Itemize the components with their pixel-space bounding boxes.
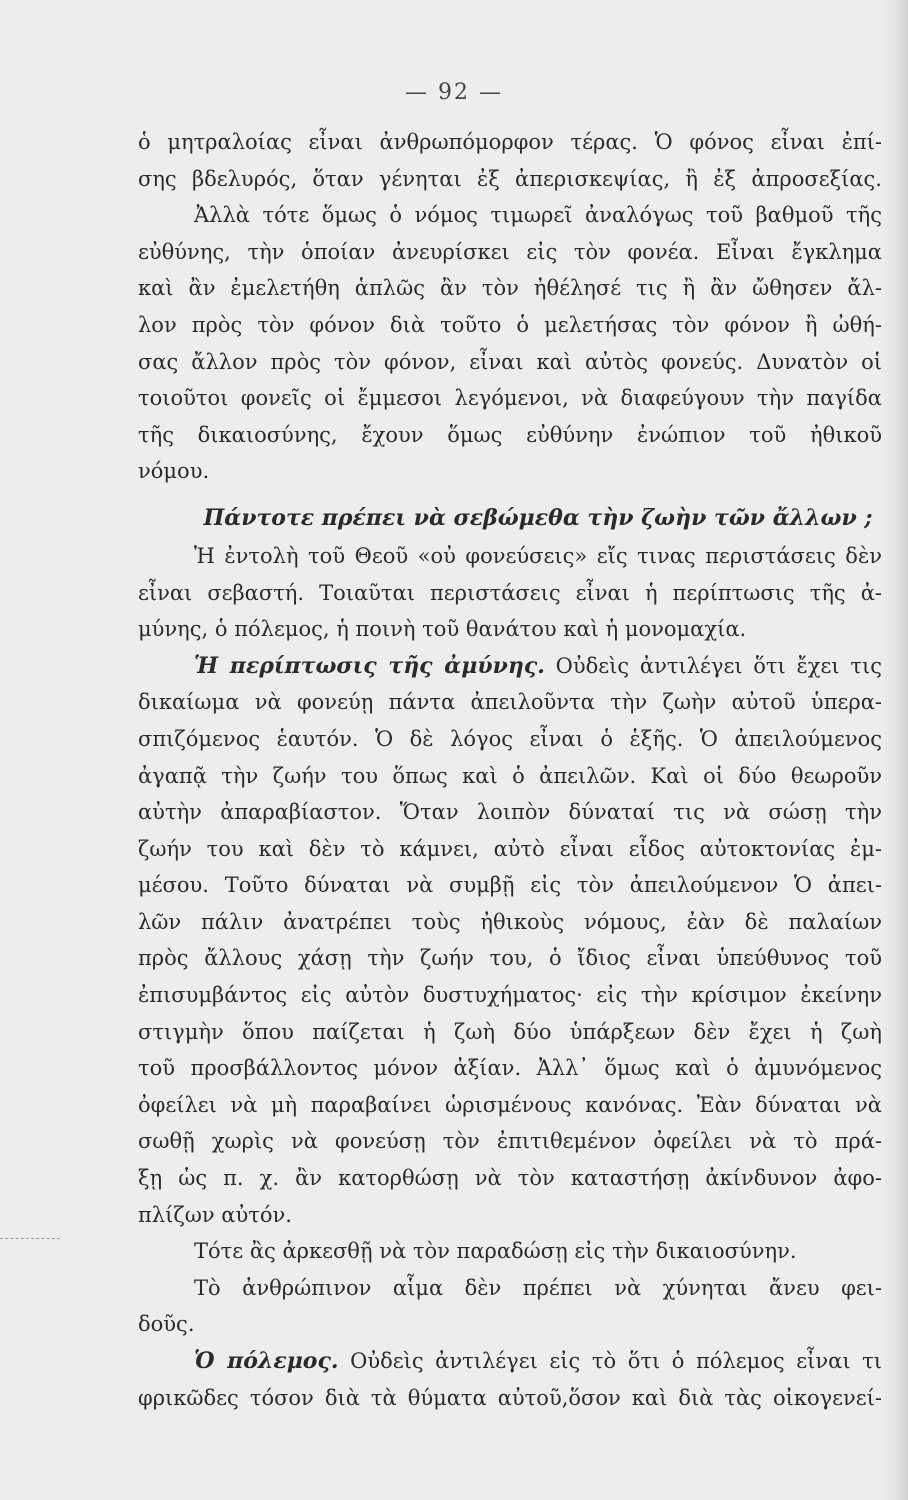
text-line: στιγμὴν ὅπου παίζεται ἡ ζωὴ δύο ὑπάρξεων δὲν ἔχει ἡ ζωὴ bbox=[138, 1019, 882, 1044]
page-number: — 92 — bbox=[405, 80, 503, 105]
section-heading: Πάντοτε πρέπει νὰ σεβώμεθα τὴν ζωὴν τῶν ἄλλων ; bbox=[203, 504, 873, 531]
text-line: σπιζόμενος ἑαυτόν. Ὁ δὲ λόγος εἶναι ὁ ἑξῆς. Ὁ ἀπειλούμενος bbox=[138, 726, 882, 751]
text-line: πλίζων αὐτόν. bbox=[138, 1202, 292, 1227]
text-line: τοιοῦτοι φονεῖς οἱ ἔμμεσοι λεγόμενοι, νὰ διαφεύγουν τὴν παγίδα bbox=[138, 386, 882, 411]
text-line: ὁ μητραλοίας εἶναι ἀνθρωπόμορφον τέρας. Ὁ φόνος εἶναι ἐπί- bbox=[138, 130, 882, 154]
text-line: λῶν πάλιν ἀνατρέπει τοὺς ἠθικοὺς νόμους, ἐὰν δὲ παλαίων bbox=[138, 909, 882, 934]
page-edge-shadow bbox=[882, 0, 908, 1500]
text-line: δικαίωμα νὰ φονεύῃ πάντα ἀπειλοῦντα τὴν ζωὴν αὐτοῦ ὑπερα- bbox=[138, 690, 882, 715]
text-line: σας ἄλλον πρὸς τὸν φόνον, εἶναι καὶ αὐτὸς φονεύς. Δυνατὸν οἱ bbox=[138, 349, 882, 374]
paragraph-start bbox=[138, 1343, 882, 1380]
text-line: ξῃ ὡς π. χ. ἂν κατορθώσῃ νὰ τὸν καταστήσῃ ἀκίνδυνον ἀφο- bbox=[138, 1166, 882, 1191]
text-line: νόμου. bbox=[138, 459, 210, 484]
text-line: σης βδελυρός, ὅταν γένηται ἐξ ἀπερισκεψίας, ἢ ἐξ ἀπροσεξίας. bbox=[138, 166, 882, 191]
text-line: τοῦ προσβάλλοντος μόνον ἀξίαν. Ἀλλ᾽ ὅμως καὶ ὁ ἀμυνόμενος bbox=[138, 1056, 882, 1081]
text-line: Τὸ ἀνθρώπινον αἷμα δὲν πρέπει νὰ χύνηται ἄνευ φει- bbox=[194, 1275, 882, 1300]
text-line: ἀγαπᾷ τὴν ζωήν του ὅπως καὶ ὁ ἀπειλῶν. Καὶ οἱ δύο θεωροῦν bbox=[138, 763, 882, 788]
body-text bbox=[138, 124, 882, 1416]
text-line: φρικῶδες τόσον διὰ τὰ θύματα αὐτοῦ,ὅσον καὶ διὰ τὰς οἰκογενεί- bbox=[138, 1385, 882, 1410]
text-line: δοῦς. bbox=[138, 1312, 195, 1337]
text-line: σωθῇ χωρὶς νὰ φονεύσῃ τὸν ἐπιτιθεμένον ὀφείλει νὰ τὸ πρά- bbox=[138, 1129, 882, 1154]
text-line: ὀφείλει νὰ μὴ παραβαίνει ὡρισμένους κανόνας. Ἐὰν δύναται νὰ bbox=[138, 1092, 882, 1117]
text-line: Ἀλλὰ τότε ὅμως ὁ νόμος τιμωρεῖ ἀναλόγως τοῦ βαθμοῦ τῆς bbox=[194, 203, 882, 228]
section-heading: Ὁ πόλεμος. bbox=[194, 1348, 339, 1374]
text-line: Ἡ ἐντολὴ τοῦ Θεοῦ «οὐ φονεύσεις» εἴς τινας περιστάσεις δὲν bbox=[194, 543, 882, 568]
text-line: εἶναι σεβαστή. Τοιαῦται περιστάσεις εἶναι ἡ περίπτωσις τῆς ἀ- bbox=[138, 580, 882, 605]
text-line: καὶ ἂν ἐμελετήθη ἁπλῶς ἂν τὸν ἠθέλησέ τις ἢ ἂν ὤθησεν ἄλ- bbox=[138, 276, 882, 301]
margin-mark bbox=[0, 1238, 60, 1239]
paragraph-start bbox=[138, 648, 882, 685]
text-line: λον πρὸς τὸν φόνον διὰ τοῦτο ὁ μελετήσας τὸν φόνον ἢ ὠθή- bbox=[138, 312, 882, 337]
text-line: αὐτὴν ἀπαραβίαστον. Ὅταν λοιπὸν δύναταί τις νὰ σώσῃ τὴν bbox=[138, 800, 882, 825]
text-line: Τότε ἂς ἀρκεσθῇ νὰ τὸν παραδώσῃ εἰς τὴν δικαιοσύνην. bbox=[194, 1239, 797, 1264]
section-heading: Ἡ περίπτωσις τῆς ἀμύνης. bbox=[194, 652, 545, 679]
text-run: Οὐδεὶς ἀντιλέγει ὅτι ἔχει τις bbox=[544, 653, 882, 678]
text-line: πρὸς ἄλλους χάσῃ τὴν ζωήν του, ὁ ἴδιος εἶναι ὑπεύθυνος τοῦ bbox=[138, 946, 882, 971]
text-line: ζωήν του καὶ δὲν τὸ κάμνει, αὐτὸ εἶναι εἶδος αὐτοκτονίας ἐμ- bbox=[138, 836, 882, 861]
text-line: μύνης, ὁ πόλεμος, ἡ ποινὴ τοῦ θανάτου καὶ ἡ μονομαχία. bbox=[138, 617, 747, 642]
text-line: εὐθύνης, τὴν ὁποίαν ἀνευρίσκει εἰς τὸν φονέα. Εἶναι ἔγκλημα bbox=[138, 239, 882, 264]
text-line: ἐπισυμβάντος εἰς αὐτὸν δυστυχήματος· εἰς τὴν κρίσιμον ἐκείνην bbox=[138, 983, 882, 1008]
text-line: μέσου. Τοῦτο δύναται νὰ συμβῇ εἰς τὸν ἀπειλούμενον Ὁ ἀπει- bbox=[138, 873, 882, 898]
text-run: Οὐδεὶς ἀντιλέγει εἰς τὸ ὅτι ὁ πόλεμος εἶναι τι bbox=[338, 1349, 882, 1373]
text-line: τῆς δικαιοσύνης, ἔχουν ὅμως εὐθύνην ἐνώπιον τοῦ ἠθικοῦ bbox=[138, 422, 882, 447]
